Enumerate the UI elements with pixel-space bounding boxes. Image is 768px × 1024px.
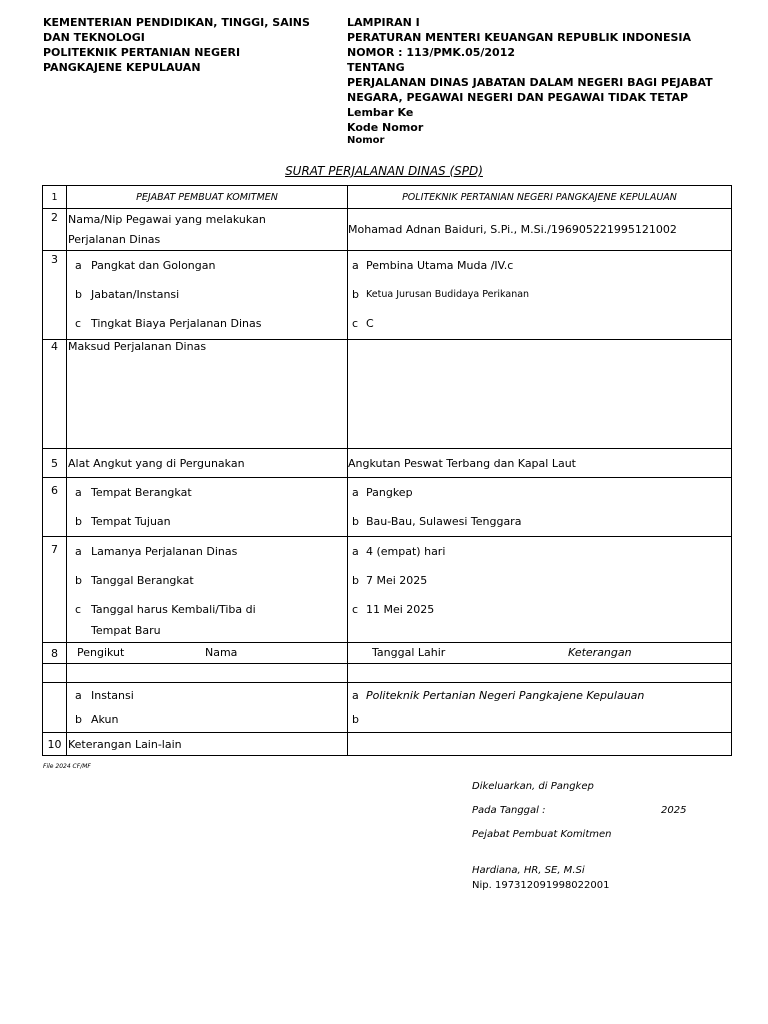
companion-header-right: [348, 643, 732, 664]
document-title: SURAT PERJALANAN DINAS (SPD): [285, 164, 483, 178]
schedule-values-cell: [348, 537, 732, 643]
table-row: [43, 478, 732, 537]
position-label: Jabatan/Instansi: [91, 288, 180, 301]
cost-level-label: Tingkat Biaya Perjalanan Dinas: [91, 317, 262, 330]
list-item: c Tingkat Biaya Perjalanan Dinas: [75, 317, 262, 330]
official-name: Hardiana, HR, SE, M.Si: [472, 865, 585, 876]
institution-line-2: PANGKAJENE KEPULAUAN: [43, 61, 201, 74]
subject-line-2: NEGARA, PEGAWAI NEGERI DAN PEGAWAI TIDAK TETAP: [347, 91, 689, 104]
employee-name-nip: Mohamad Adnan Baiduri, S.Pi., M.Si./196905221995121002: [348, 223, 677, 236]
rank-value: Pembina Utama Muda /IV.c: [366, 259, 514, 272]
list-item: c 11 Mei 2025: [352, 603, 435, 616]
list-item: a Instansi: [75, 688, 134, 702]
list-item: b Akun: [75, 712, 119, 726]
return-date-value: 11 Mei 2025: [366, 603, 435, 616]
name-header: Nama: [205, 646, 238, 659]
rank-labels-cell: [67, 251, 348, 340]
return-date-label: Tanggal harus Kembali/Tiba di: [91, 603, 256, 616]
nomor: Nomor: [347, 135, 385, 146]
spd-form-table: [42, 185, 732, 756]
birth-date-header: Tanggal Lahir: [372, 646, 446, 659]
institution-header: POLITEKNIK PERTANIAN NEGERI PANGKAJENE KEPULAUAN: [348, 186, 732, 209]
institution-line-1: POLITEKNIK PERTANIAN NEGERI: [43, 46, 241, 59]
list-item: b 7 Mei 2025: [352, 574, 428, 587]
companion-name-cell: [67, 664, 348, 683]
list-item: c C: [352, 317, 374, 330]
issue-date-row: [472, 799, 687, 823]
list-item: a Pembina Utama Muda /IV.c: [352, 259, 514, 272]
other-notes-value: [348, 733, 732, 756]
other-notes-label: Keterangan Lain-lain: [68, 737, 182, 751]
lembar-ke: Lembar Ke: [347, 106, 414, 119]
subject-line-1: PERJALANAN DINAS JABATAN DALAM NEGERI BAGI PEJABAT: [347, 76, 713, 89]
regulation-number: NOMOR : 113/PMK.05/2012: [347, 46, 516, 59]
row-number: 3: [43, 251, 67, 340]
ministry-line-2: DAN TEKNOLOGI: [43, 31, 145, 44]
duration-value: 4 (empat) hari: [366, 545, 446, 558]
tentang: TENTANG: [347, 61, 405, 74]
ministry-line-1: KEMENTERIAN PENDIDIKAN, TINGGI, SAINS: [43, 16, 310, 29]
row-number: 7: [43, 537, 67, 643]
issue-year: 2025: [661, 805, 687, 816]
list-item: a Pangkep: [352, 486, 413, 499]
signature-space: [472, 847, 612, 863]
file-note: File 2024 CF/MF: [43, 763, 91, 770]
schedule-labels-cell: [67, 537, 348, 643]
purpose-label-cell: [67, 340, 348, 449]
row-number: 2: [43, 209, 67, 251]
table-row: [43, 537, 732, 643]
companion-header-left: [67, 643, 348, 664]
transport-label: Alat Angkut yang di Pergunakan: [68, 456, 245, 470]
issued-place: Dikeluarkan, di Pangkep: [472, 781, 594, 792]
table-row: [43, 664, 732, 683]
list-item: a Tempat Berangkat: [75, 486, 192, 499]
table-row: [43, 683, 732, 733]
row-number: 5: [43, 449, 67, 478]
table-row: [43, 209, 732, 251]
remarks-header: Keterangan: [568, 646, 632, 659]
purpose-label: Maksud Perjalanan Dinas: [68, 340, 207, 353]
row-number: 1: [43, 186, 67, 209]
departure-place-value: Pangkep: [366, 486, 413, 499]
cost-level-value: C: [366, 317, 374, 330]
account-label: Akun: [91, 712, 119, 726]
employee-label-1: Nama/Nip Pegawai yang melakukan: [68, 213, 266, 226]
list-item: a Politeknik Pertanian Negeri Pangkajene Kepulauan: [352, 688, 645, 702]
table-row: [43, 340, 732, 449]
departure-date-value: 7 Mei 2025: [366, 574, 428, 587]
position-value: Ketua Jurusan Budidaya Perikanan: [366, 289, 530, 300]
list-item: b Ketua Jurusan Budidaya Perikanan: [352, 288, 530, 301]
employee-label-cell: [67, 209, 348, 251]
kode-nomor: Kode Nomor: [347, 121, 424, 134]
regulation: PERATURAN MENTERI KEUANGAN REPUBLIK INDONESIA: [347, 31, 692, 44]
purpose-value: [348, 340, 732, 449]
official-title: Pejabat Pembuat Komitmen: [472, 829, 612, 840]
header-right: [347, 15, 713, 147]
place-values-cell: [348, 478, 732, 537]
destination-label: Tempat Tujuan: [91, 515, 171, 528]
table-row: [43, 733, 732, 756]
agency-value: Politeknik Pertanian Negeri Pangkajene Kepulauan: [366, 688, 645, 702]
row-number: 10: [43, 733, 67, 756]
list-item: b Bau-Bau, Sulawesi Tenggara: [352, 515, 522, 528]
list-item: b Tempat Tujuan: [75, 515, 171, 528]
employee-value: [348, 209, 732, 251]
empty-cell: [43, 664, 67, 683]
header-left: [43, 15, 310, 75]
list-item: b Jabatan/Instansi: [75, 288, 180, 301]
table-row: [43, 643, 732, 664]
companion-info-cell: [348, 664, 732, 683]
list-item: a Lamanya Perjalanan Dinas: [75, 545, 238, 558]
issue-date-label: Pada Tanggal :: [472, 805, 546, 816]
official-nip: Nip. 197312091998022001: [472, 880, 610, 891]
row-number: 6: [43, 478, 67, 537]
agency-label: Instansi: [91, 688, 134, 702]
destination-value: Bau-Bau, Sulawesi Tenggara: [366, 515, 522, 528]
list-item: b Tanggal Berangkat: [75, 574, 194, 587]
list-item: b: [352, 712, 359, 726]
table-row: [43, 186, 732, 209]
empty-cell: [43, 683, 67, 733]
row-number: 4: [43, 340, 67, 449]
departure-place-label: Tempat Berangkat: [91, 486, 192, 499]
place-labels-cell: [67, 478, 348, 537]
row-number: 8: [43, 643, 67, 664]
table-row: [43, 449, 732, 478]
commitment-officer-header: PEJABAT PEMBUAT KOMITMEN: [67, 186, 348, 209]
budget-labels-cell: [67, 683, 348, 733]
departure-date-label: Tanggal Berangkat: [91, 574, 194, 587]
transport-label-cell: [67, 449, 348, 478]
other-notes-label-cell: [67, 733, 348, 756]
return-date-label-2: Tempat Baru: [91, 624, 161, 637]
transport-value: Angkutan Peswat Terbang dan Kapal Laut: [348, 449, 732, 478]
list-item: a 4 (empat) hari: [352, 545, 446, 558]
signature-block: [472, 775, 687, 893]
list-item: a Pangkat dan Golongan: [75, 259, 216, 272]
rank-label: Pangkat dan Golongan: [91, 259, 216, 272]
lampiran: LAMPIRAN I: [347, 16, 420, 29]
budget-values-cell: [348, 683, 732, 733]
table-row: [43, 251, 732, 340]
rank-values-cell: [348, 251, 732, 340]
employee-label-2: Perjalanan Dinas: [68, 233, 161, 246]
duration-label: Lamanya Perjalanan Dinas: [91, 545, 238, 558]
companion-label: Pengikut: [77, 646, 125, 659]
list-item: c Tanggal harus Kembali/Tiba di: [75, 603, 256, 616]
